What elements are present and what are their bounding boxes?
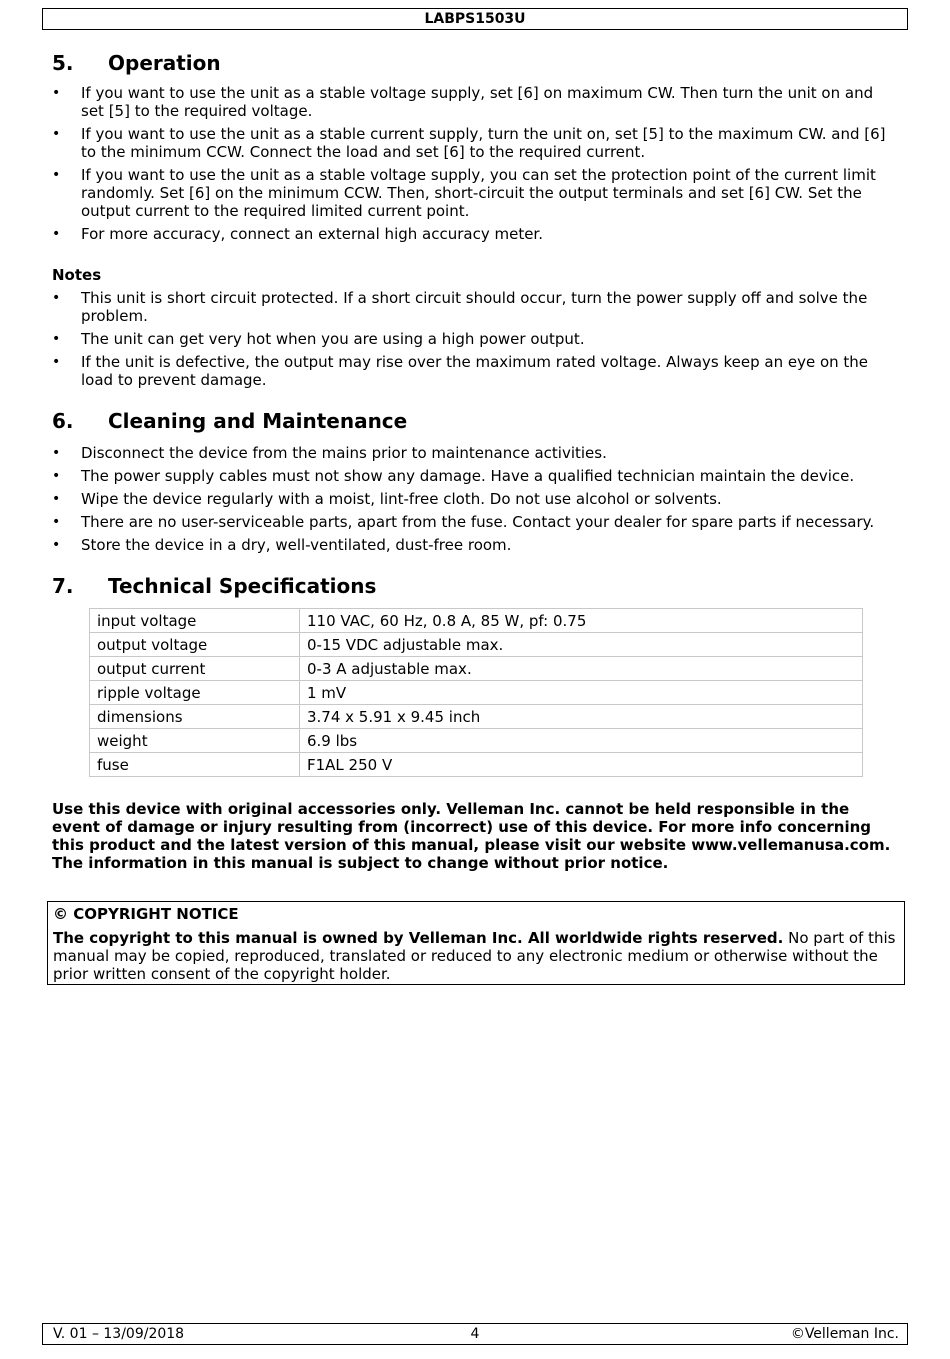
table-row: weight 6.9 lbs (90, 729, 863, 753)
copyright-body (53, 929, 899, 983)
list-item: • The unit can get very hot when you are using a high power output. (52, 330, 892, 348)
list-item: • This unit is short circuit protected. If a short circuit should occur, turn the power supply off and solve the problem. (52, 289, 892, 325)
footer-owner: ©Velleman Inc. (790, 1326, 899, 1342)
page-header (42, 8, 908, 30)
list-item: • Disconnect the device from the mains prior to maintenance activities. (52, 444, 892, 462)
section-specs (52, 573, 892, 599)
table-row: output voltage 0-15 VDC adjustable max. (90, 633, 863, 657)
table-row: input voltage 110 VAC, 60 Hz, 0.8 A, 85 W, pf: 0.75 (90, 609, 863, 633)
section-heading: 7. Technical Specifications (52, 574, 377, 598)
section-operation (52, 50, 892, 248)
list-item: • For more accuracy, connect an external high accuracy meter. (52, 225, 892, 243)
notes-heading: Notes (52, 266, 102, 284)
table-row: ripple voltage 1 mV (90, 681, 863, 705)
list-item: • If the unit is defective, the output may rise over the maximum rated voltage. Always keep an eye on the load to prevent damage. (52, 353, 892, 389)
version-date: V. 01 – 13/09/2018 (53, 1326, 185, 1342)
disclaimer-text: Use this device with original accessories only. Velleman Inc. cannot be held responsible in the event of damage or injury resulting from (incorrect) use of this device. For more info concerning this product and the latest version of this manual, please visit our website www.vellemanusa.com. The information in this manual is subject to change without prior notice. (52, 800, 891, 872)
copyright-bold: The copyright to this manual is owned by Velleman Inc. All worldwide rights reserved. (53, 929, 784, 947)
copyright-notice (47, 901, 905, 985)
copyright-text: No part of this manual may be copied, reproduced, translated or reduced to any electronic medium or otherwise without the prior written consent of the copyright holder. (53, 929, 896, 983)
section-heading: 5. Operation (52, 51, 221, 75)
section-notes (52, 266, 892, 394)
list-item: • Store the device in a dry, well-ventilated, dust-free room. (52, 536, 892, 554)
section-heading: 6. Cleaning and Maintenance (52, 409, 408, 433)
specs-table (89, 608, 863, 777)
product-code: LABPS1503U (424, 11, 526, 27)
table-row: output current 0-3 A adjustable max. (90, 657, 863, 681)
list-item: • The power supply cables must not show any damage. Have a qualified technician maintain the device. (52, 467, 892, 485)
page-footer (42, 1323, 908, 1345)
copyright-title: © COPYRIGHT NOTICE (53, 905, 239, 923)
table-row: dimensions 3.74 x 5.91 x 9.45 inch (90, 705, 863, 729)
notes-list (52, 289, 892, 389)
list-item: • If you want to use the unit as a stable current supply, turn the unit on, set [5] to the maximum CW. and [6] to the minimum CCW. Connect the load and set [6] to the required current. (52, 125, 892, 161)
page-number: 4 (470, 1326, 480, 1342)
list-item: • If you want to use the unit as a stable voltage supply, set [6] on maximum CW. Then turn the unit on and set [5] to the required voltage. (52, 84, 892, 120)
cleaning-list (52, 444, 892, 554)
operation-list (52, 84, 892, 243)
section-cleaning (52, 408, 892, 559)
list-item: • If you want to use the unit as a stable voltage supply, you can set the protection point of the current limit randomly. Set [6] on the minimum CCW. Then, short-circuit the output terminals and set [6] CW. Set the output current to the required limited current point. (52, 166, 892, 220)
table-row: fuse F1AL 250 V (90, 753, 863, 777)
list-item: • There are no user-serviceable parts, apart from the fuse. Contact your dealer for spare parts if necessary. (52, 513, 892, 531)
list-item: • Wipe the device regularly with a moist, lint-free cloth. Do not use alcohol or solvents. (52, 490, 892, 508)
